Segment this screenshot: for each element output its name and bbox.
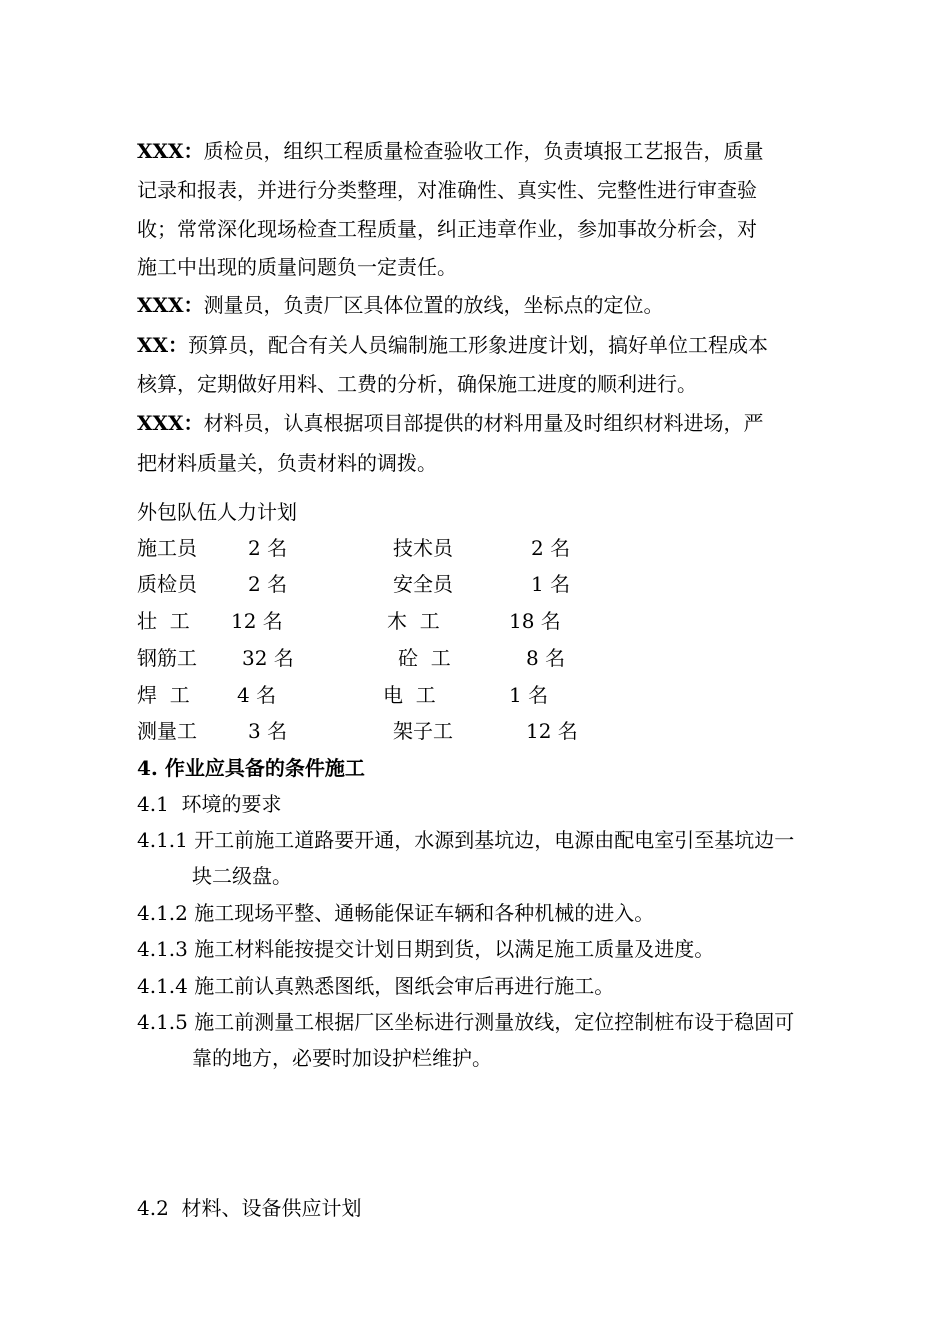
list-item bbox=[137, 934, 714, 964]
role-count: 32 名 bbox=[242, 646, 294, 670]
item-text-line: 施工前认真熟悉图纸，图纸会审后再进行施工。 bbox=[194, 974, 615, 998]
list-item bbox=[137, 1007, 794, 1037]
role-label: 壮 工 bbox=[137, 609, 190, 633]
role-label: 电 工 bbox=[383, 683, 436, 707]
item-text-line: 施工现场平整、通畅能保证车辆和各种机械的进入。 bbox=[194, 901, 655, 925]
item-number: 4.1.5 bbox=[137, 1010, 188, 1034]
staff-text-line: 记录和报表，并进行分类整理，对准确性、真实性、完整性进行审查验 bbox=[137, 178, 757, 202]
staff-entry-material bbox=[137, 408, 764, 438]
item-text-line: 靠的地方，必要时加设护栏维护。 bbox=[192, 1046, 492, 1070]
role-label: 施工员 bbox=[137, 536, 197, 560]
role-count: 4 名 bbox=[237, 683, 277, 707]
staff-name: XXX： bbox=[137, 411, 204, 435]
role-count: 2 名 bbox=[531, 536, 571, 560]
role-label: 测量工 bbox=[137, 719, 197, 743]
role-count: 1 名 bbox=[531, 572, 571, 596]
section-heading: 4. 作业应具备的条件施工 bbox=[137, 756, 365, 780]
staff-text-line: 把材料质量关，负责材料的调拨。 bbox=[137, 451, 437, 475]
item-text-line: 施工材料能按提交计划日期到货，以满足施工质量及进度。 bbox=[194, 937, 715, 961]
role-label: 焊 工 bbox=[137, 683, 190, 707]
role-count: 12 名 bbox=[526, 719, 578, 743]
role-label: 技术员 bbox=[393, 536, 453, 560]
role-count: 1 名 bbox=[509, 683, 549, 707]
role-count: 12 名 bbox=[231, 609, 283, 633]
item-number: 4.1.4 bbox=[137, 974, 188, 998]
staff-entry-survey bbox=[137, 290, 664, 320]
item-text-line: 施工前测量工根据厂区坐标进行测量放线，定位控制桩布设于稳固可 bbox=[194, 1010, 795, 1034]
staff-entry-qc bbox=[137, 136, 764, 166]
role-label: 架子工 bbox=[393, 719, 453, 743]
item-number: 4.1.3 bbox=[137, 937, 188, 961]
item-number: 4.1.1 bbox=[137, 828, 188, 852]
role-count: 2 名 bbox=[248, 572, 288, 596]
role-label: 砼 工 bbox=[398, 646, 451, 670]
manpower-title: 外包队伍人力计划 bbox=[137, 500, 297, 524]
role-label: 钢筋工 bbox=[137, 646, 197, 670]
role-count: 2 名 bbox=[248, 536, 288, 560]
staff-text-line: 材料员，认真根据项目部提供的材料用量及时组织材料进场，严 bbox=[203, 411, 764, 435]
staff-text-line: 施工中出现的质量问题负一定责任。 bbox=[137, 255, 457, 279]
role-count: 3 名 bbox=[248, 719, 288, 743]
role-count: 18 名 bbox=[509, 609, 561, 633]
staff-text-line: 测量员，负责厂区具体位置的放线，坐标点的定位。 bbox=[203, 293, 664, 317]
staff-name: XXX： bbox=[137, 293, 204, 317]
list-item bbox=[137, 971, 614, 1001]
list-item bbox=[137, 898, 654, 928]
staff-name: XXX： bbox=[137, 139, 204, 163]
staff-text-line: 质检员，组织工程质量检查验收工作，负责填报工艺报告，质量 bbox=[203, 139, 764, 163]
role-label: 质检员 bbox=[137, 572, 197, 596]
staff-text-line: 预算员，配合有关人员编制施工形象进度计划，搞好单位工程成本 bbox=[188, 333, 769, 357]
staff-name: XX： bbox=[137, 333, 189, 357]
item-number: 4.1.2 bbox=[137, 901, 188, 925]
staff-text-line: 收；常常深化现场检查工程质量，纠正违章作业，参加事故分析会，对 bbox=[137, 217, 757, 241]
role-label: 安全员 bbox=[393, 572, 453, 596]
item-text-line: 开工前施工道路要开通，水源到基坑边，电源由配电室引至基坑边一 bbox=[194, 828, 795, 852]
subsection-heading: 4.1 环境的要求 bbox=[137, 792, 282, 816]
subsection-heading: 4.2 材料、设备供应计划 bbox=[137, 1196, 362, 1220]
role-count: 8 名 bbox=[526, 646, 566, 670]
list-item bbox=[137, 825, 794, 855]
role-label: 木 工 bbox=[387, 609, 440, 633]
item-text-line: 块二级盘。 bbox=[192, 864, 292, 888]
staff-text-line: 核算，定期做好用料、工费的分析，确保施工进度的顺利进行。 bbox=[137, 372, 697, 396]
staff-entry-budget bbox=[137, 330, 768, 360]
